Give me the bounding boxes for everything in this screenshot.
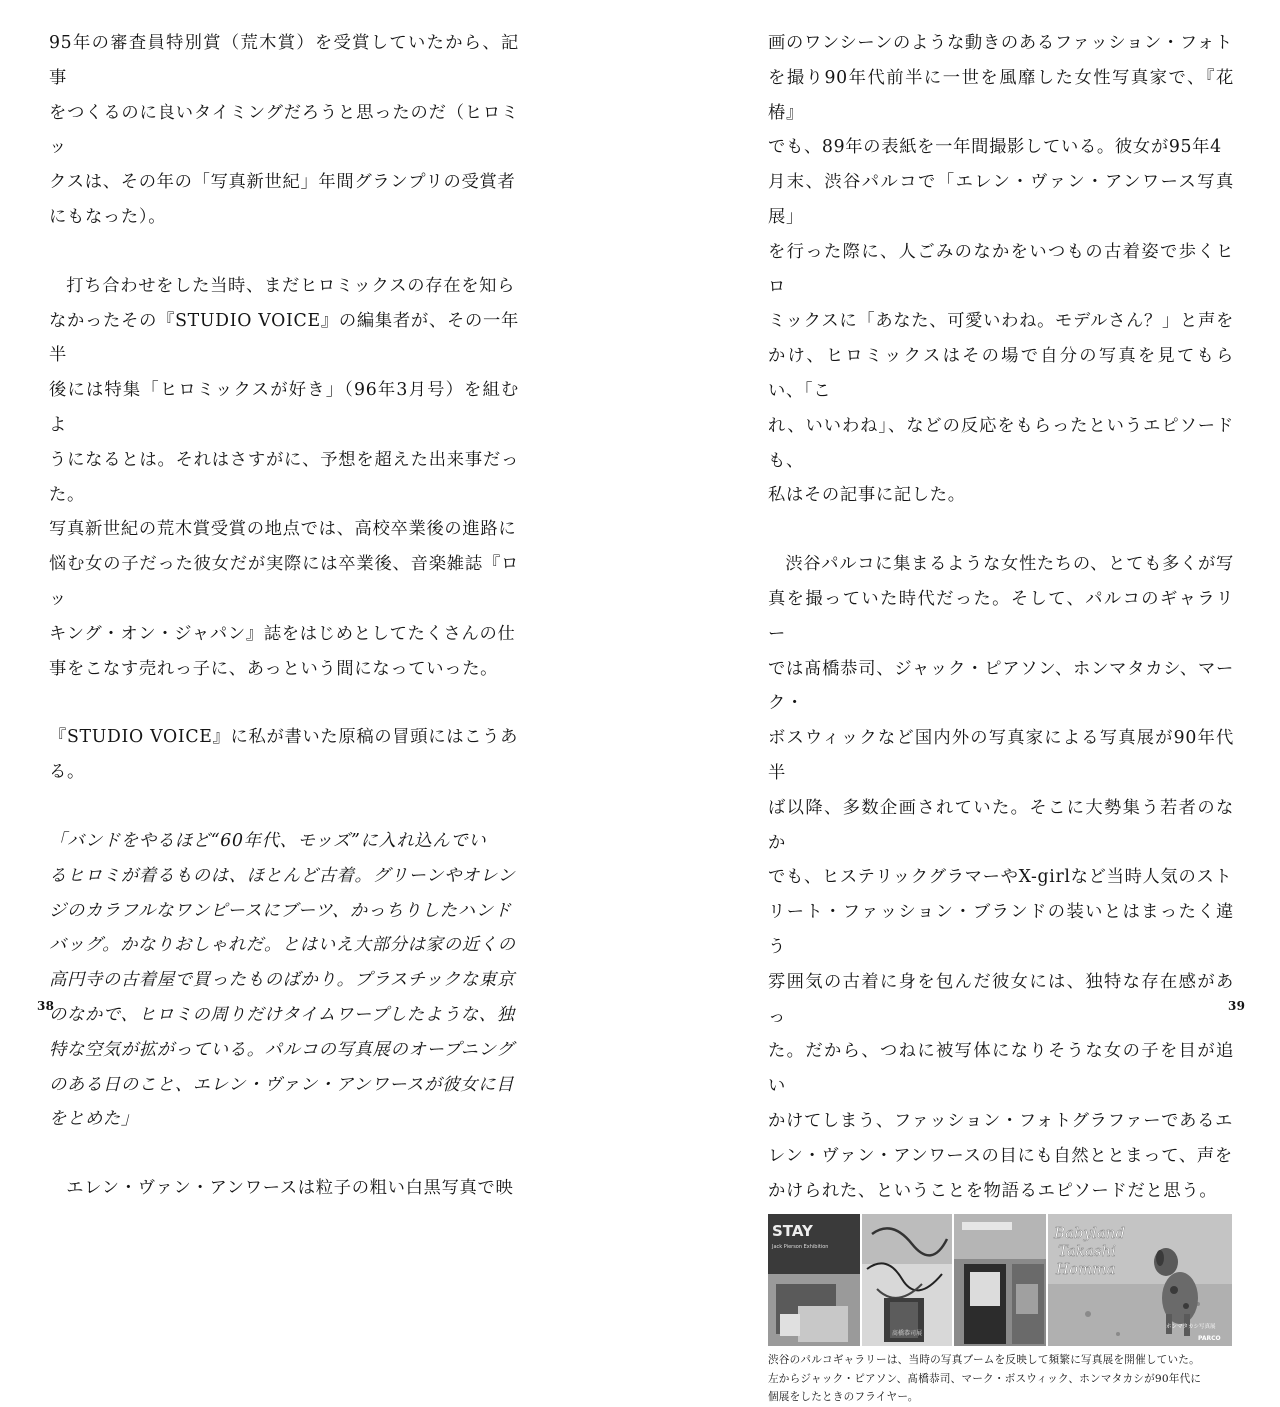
flyer-jack-pierson xyxy=(768,1214,860,1346)
text-line: 事をこなす売れっ子に、あっという間になっていった。 xyxy=(49,658,499,679)
text-line: 写真新世紀の荒木賞受賞の地点では、高校卒業後の進路に xyxy=(49,519,517,540)
text-line: 悩む女の子だった彼女だが実際には卒業後、音楽雑誌『ロッ xyxy=(49,554,519,609)
right-text-column xyxy=(768,26,1234,1407)
page-number: 39 xyxy=(1228,999,1246,1013)
text-line: なかったその『STUDIO VOICE』の編集者が、その一年半 xyxy=(49,310,519,366)
text-line: 月末、渋谷パルコで「エレン・ヴァン・アンワース写真展」 xyxy=(768,172,1234,227)
flyer-subtitle: ホンマタカシ写真展 xyxy=(1166,1324,1216,1331)
text-line: 95年の審査員特別賞（荒木賞）を受賞していたから、記事 xyxy=(49,33,519,88)
text-line: では髙橋恭司、ジャック・ピアソン、ホンマタカシ、マーク・ xyxy=(768,658,1234,714)
text-line: クスは、その年の「写真新世紀」年間グランプリの受賞者 xyxy=(49,172,516,193)
text-line: 雰囲気の古着に身を包んだ彼女には、独特な存在感があっ xyxy=(768,971,1234,1027)
paragraph xyxy=(49,1171,519,1206)
text-line: リート・ファッション・ブランドの装いとはまったく違う xyxy=(768,902,1234,957)
caption-line: 左からジャック・ピアソン、髙橋恭司、マーク・ボスウィック、ホンマタカシが90年代に xyxy=(768,1372,1202,1385)
paragraph xyxy=(49,720,519,790)
text-line: ボスウィックなど国内外の写真家による写真展が90年代半 xyxy=(768,728,1234,783)
text-line: 特な空気が拡がっている。パルコの写真展のオープニング xyxy=(49,1039,515,1060)
flyer-takashi-homma xyxy=(1048,1214,1232,1346)
flyer-title: Takashi xyxy=(1058,1242,1116,1261)
text-line: キング・オン・ジャパン』誌をはじめとしてたくさんの仕 xyxy=(49,623,516,644)
text-line: かけられた、ということを物語るエピソードだと思う。 xyxy=(768,1180,1218,1201)
text-line: れ、いいわね」、などの反応をもらったというエピソードも、 xyxy=(768,415,1234,471)
text-line: 真を撮っていた時代だった。そして、パルコのギャラリー xyxy=(768,588,1234,644)
paragraph xyxy=(49,26,519,235)
text-line: 「バンドをやるほど“60年代、モッズ”に入れ込んでい xyxy=(49,830,487,851)
paragraph xyxy=(768,547,1234,1208)
text-line: る。 xyxy=(49,762,85,783)
left-page xyxy=(0,0,640,1199)
text-line: でも、ヒステリックグラマーやX-girlなど当時人気のスト xyxy=(768,867,1233,888)
text-line: 渋谷パルコに集まるような女性たちの、とても多くが写 xyxy=(785,554,1234,575)
flyer-title: Homma xyxy=(1056,1260,1116,1279)
flyer-title: STAY xyxy=(772,1222,813,1241)
text-line: 高円寺の古着屋で買ったものばかり。プラスチックな東京 xyxy=(49,970,515,991)
text-line: 私はその記事に記した。 xyxy=(768,485,966,506)
text-line: バッグ。かなりおしゃれだ。とはいえ大部分は家の近くの xyxy=(49,935,516,956)
quote-paragraph xyxy=(49,824,519,1137)
text-line: うになるとは。それはさすがに、予想を超えた出来事だった。 xyxy=(49,449,519,505)
flyer-title: 髙橋恭司展 xyxy=(892,1330,923,1338)
text-line: にもなった）。 xyxy=(49,206,167,227)
text-line: かけ、ヒロミックスはその場で自分の写真を見てもらい、「こ xyxy=(768,346,1234,401)
text-line: でも、89年の表紙を一年間撮影している。彼女が95年4 xyxy=(768,137,1222,158)
text-line: をとめた」 xyxy=(49,1109,139,1130)
text-line: ジのカラフルなワンピースにブーツ、かっちりしたハンド xyxy=(49,900,512,921)
text-line: レン・ヴァン・アンワースの目にも自然ととまって、声を xyxy=(768,1145,1233,1166)
right-page xyxy=(640,0,1280,1404)
text-line: るヒロミが着るものは、ほとんど古着。グリーンやオレン xyxy=(49,865,516,886)
flyer-title: Babyland xyxy=(1054,1224,1126,1243)
text-line: のある日のこと、エレン・ヴァン・アンワースが彼女に目 xyxy=(49,1074,515,1095)
caption-line: 個展をしたときのフライヤー。 xyxy=(768,1391,919,1404)
text-line: 『STUDIO VOICE』に私が書いた原稿の冒頭にはこうあ xyxy=(49,727,519,748)
text-line: エレン・ヴァン・アンワースは粒子の粗い白黒写真で映 xyxy=(66,1178,514,1199)
text-line: をつくるのに良いタイミングだろうと思ったのだ（ヒロミッ xyxy=(49,102,519,158)
caption-line: 渋谷のパルコギャラリーは、当時の写真ブームを反映して頻繁に写真展を開催していた。 xyxy=(768,1354,1200,1367)
text-line: た。だから、つねに被写体になりそうな女の子を目が追い xyxy=(768,1041,1234,1097)
flyer-photo-strip xyxy=(768,1214,1232,1346)
text-line: を撮り90年代前半に一世を風靡した女性写真家で、『花椿』 xyxy=(768,67,1234,123)
text-line: 打ち合わせをした当時、まだヒロミックスの存在を知ら xyxy=(66,275,516,296)
flyer-logo: PARCO xyxy=(1198,1335,1221,1343)
text-line: ば以降、多数企画されていた。そこに大勢集う若者のなか xyxy=(768,797,1234,853)
flyer-mark-borthwick xyxy=(954,1214,1046,1346)
text-line: のなかで、ヒロミの周りだけタイムワープしたような、独 xyxy=(49,1004,515,1025)
text-line: 後には特集「ヒロミックスが好き」（96年3月号）を組むよ xyxy=(49,380,519,435)
flyer-kyoji-takahashi xyxy=(862,1214,952,1346)
text-line: かけてしまう、ファッション・フォトグラファーであるエ xyxy=(768,1110,1234,1131)
left-text-column xyxy=(49,26,519,1206)
photo-caption xyxy=(768,1351,1234,1406)
flyer-subtitle: Jack Pierson Exhibition xyxy=(772,1244,829,1251)
paragraph xyxy=(49,269,519,687)
text-line: ミックスに「あなた、可愛いわね。モデルさん？」と声を xyxy=(768,311,1234,332)
text-line: を行った際に、人ごみのなかをいつもの古着姿で歩くヒロ xyxy=(768,241,1234,297)
paragraph xyxy=(768,26,1234,513)
page-number: 38 xyxy=(37,999,55,1013)
text-line: 画のワンシーンのような動きのあるファッション・フォト xyxy=(768,33,1233,53)
